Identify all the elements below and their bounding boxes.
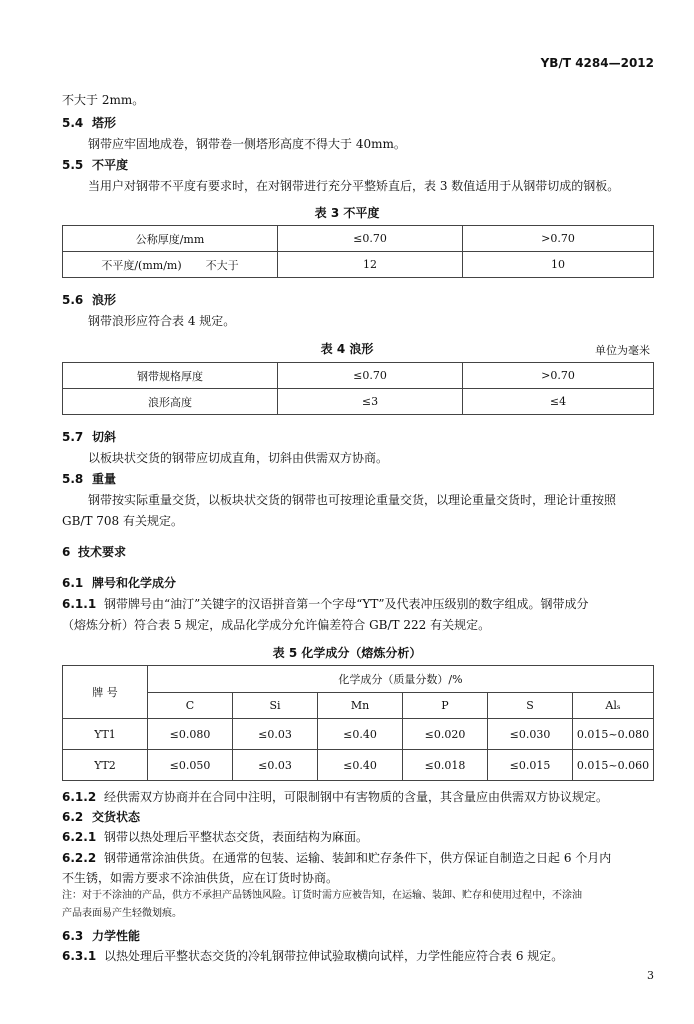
table-row [63,666,654,693]
section-5-8-heading: 5.8 重量 [62,472,117,486]
table-header-grade: 牌 号 [63,666,148,719]
section-6-2-1-text: 6.2.1 钢带以热处理后平整状态交货，表面结构为麻面。 [62,830,369,844]
section-5-8-text-line1: 钢带按实际重量交货，以板块状交货的钢带也可按理论重量交货，以理论重量交货时，理论计重按照 [88,493,617,507]
table-cell: ≤0.050 [148,750,233,781]
section-5-6-text: 钢带浪形应符合表 4 规定。 [88,314,236,328]
section-5-7-text: 以板块状交货的钢带应切成直角，切斜由供需双方协商。 [88,451,389,465]
table-row [63,719,654,750]
table-cell: ≤0.70 [278,226,463,252]
table-3 [62,225,654,278]
table-4-caption: 表 4 浪形 [320,342,374,356]
table-cell: 12 [278,252,463,278]
section-5-7-heading: 5.7 切斜 [62,430,117,444]
section-6-1-1-line2: （熔炼分析）符合表 5 规定，成品化学成分允许偏差符合 GB/T 222 有关规定。 [62,618,491,632]
table-cell: ≤0.080 [148,719,233,750]
paragraph-continuation: 不大于 2mm。 [62,93,145,107]
table-header-element: Mn [318,692,403,719]
table-cell: ≤0.40 [318,719,403,750]
section-5-8-text-line2: GB/T 708 有关规定。 [62,514,183,528]
note-line1: 注：对于不涂油的产品，供方不承担产品锈蚀风险。订货时需方应被告知，在运输、装卸、贮存和使用过程中，不涂油 [62,890,582,901]
section-5-6-heading: 5.6 浪形 [62,293,117,307]
table-cell: ≤0.030 [488,719,573,750]
section-6-1-2-text: 6.1.2 经供需双方协商并在合同中注明，可限制钢中有害物质的含量，其含量应由供需双方协议规定。 [62,790,609,804]
table-cell: 10 [463,252,654,278]
table-4 [62,362,654,415]
section-5-4-text: 钢带应牢固地成卷，钢带卷一侧塔形高度不得大于 40mm。 [88,137,406,151]
table-row [63,389,654,415]
section-6-2-heading: 6.2 交货状态 [62,810,141,824]
table-cell: ≤0.40 [318,750,403,781]
table-cell: 浪形高度 [63,389,278,415]
table-header-element: Alₛ [573,692,654,719]
table-cell-grade: YT1 [63,719,148,750]
table-cell: 0.015~0.060 [573,750,654,781]
table-cell: 不平度/(mm/m) 不大于 [63,252,278,278]
table-cell: ≤0.70 [278,363,463,389]
table-header-element: P [403,692,488,719]
section-6-1-heading: 6.1 牌号和化学成分 [62,576,177,590]
table-header-element: S [488,692,573,719]
table-cell: ≤4 [463,389,654,415]
table-header-group: 化学成分（质量分数）/% [148,666,654,693]
table-cell: >0.70 [463,363,654,389]
table-cell: 钢带规格厚度 [63,363,278,389]
table-row [63,363,654,389]
table-row [63,692,654,719]
table-row [63,750,654,781]
standard-number: YB/T 4284—2012 [540,56,654,70]
table-4-unit: 单位为毫米 [595,344,650,357]
section-5-4-heading: 5.4 塔形 [62,116,117,130]
table-5-caption: 表 5 化学成分（熔炼分析） [272,646,422,660]
table-header-element: Si [233,692,318,719]
table-cell: >0.70 [463,226,654,252]
section-6-2-2-line2: 不生锈，如需方要求不涂油供货，应在订货时协商。 [62,871,339,885]
table-cell: ≤0.015 [488,750,573,781]
table-row [63,226,654,252]
section-6-2-2-line1: 6.2.2 钢带通常涂油供货。在通常的包装、运输、装卸和贮存条件下，供方保证自制造之日起 6 个月内 [62,851,612,865]
table-header-element: C [148,692,233,719]
table-cell: ≤0.03 [233,719,318,750]
note-line2: 产品表面易产生轻微划痕。 [62,908,182,919]
section-5-5-text: 当用户对钢带不平度有要求时，在对钢带进行充分平整矫直后，表 3 数值适用于从钢带切成的钢板。 [88,179,620,193]
section-5-5-heading: 5.5 不平度 [62,158,129,172]
section-6-heading: 6 技术要求 [62,545,127,559]
table-row [63,252,654,278]
table-cell-grade: YT2 [63,750,148,781]
section-6-3-1-text: 6.3.1 以热处理后平整状态交货的冷轧钢带拉伸试验取横向试样，力学性能应符合表 6 规定。 [62,949,564,963]
table-cell: 0.015~0.080 [573,719,654,750]
table-cell: ≤0.018 [403,750,488,781]
table-cell: ≤0.020 [403,719,488,750]
section-6-1-1-line1: 6.1.1 钢带牌号由“油汀”关键字的汉语拼音第一个字母“YT”及代表冲压级别的数字组成。钢带成分 [62,597,589,611]
table-3-caption: 表 3 不平度 [314,206,380,220]
section-6-3-heading: 6.3 力学性能 [62,929,141,943]
table-cell: 公称厚度/mm [63,226,278,252]
table-cell: ≤3 [278,389,463,415]
table-cell: ≤0.03 [233,750,318,781]
table-5 [62,665,654,781]
page-number: 3 [647,969,654,982]
